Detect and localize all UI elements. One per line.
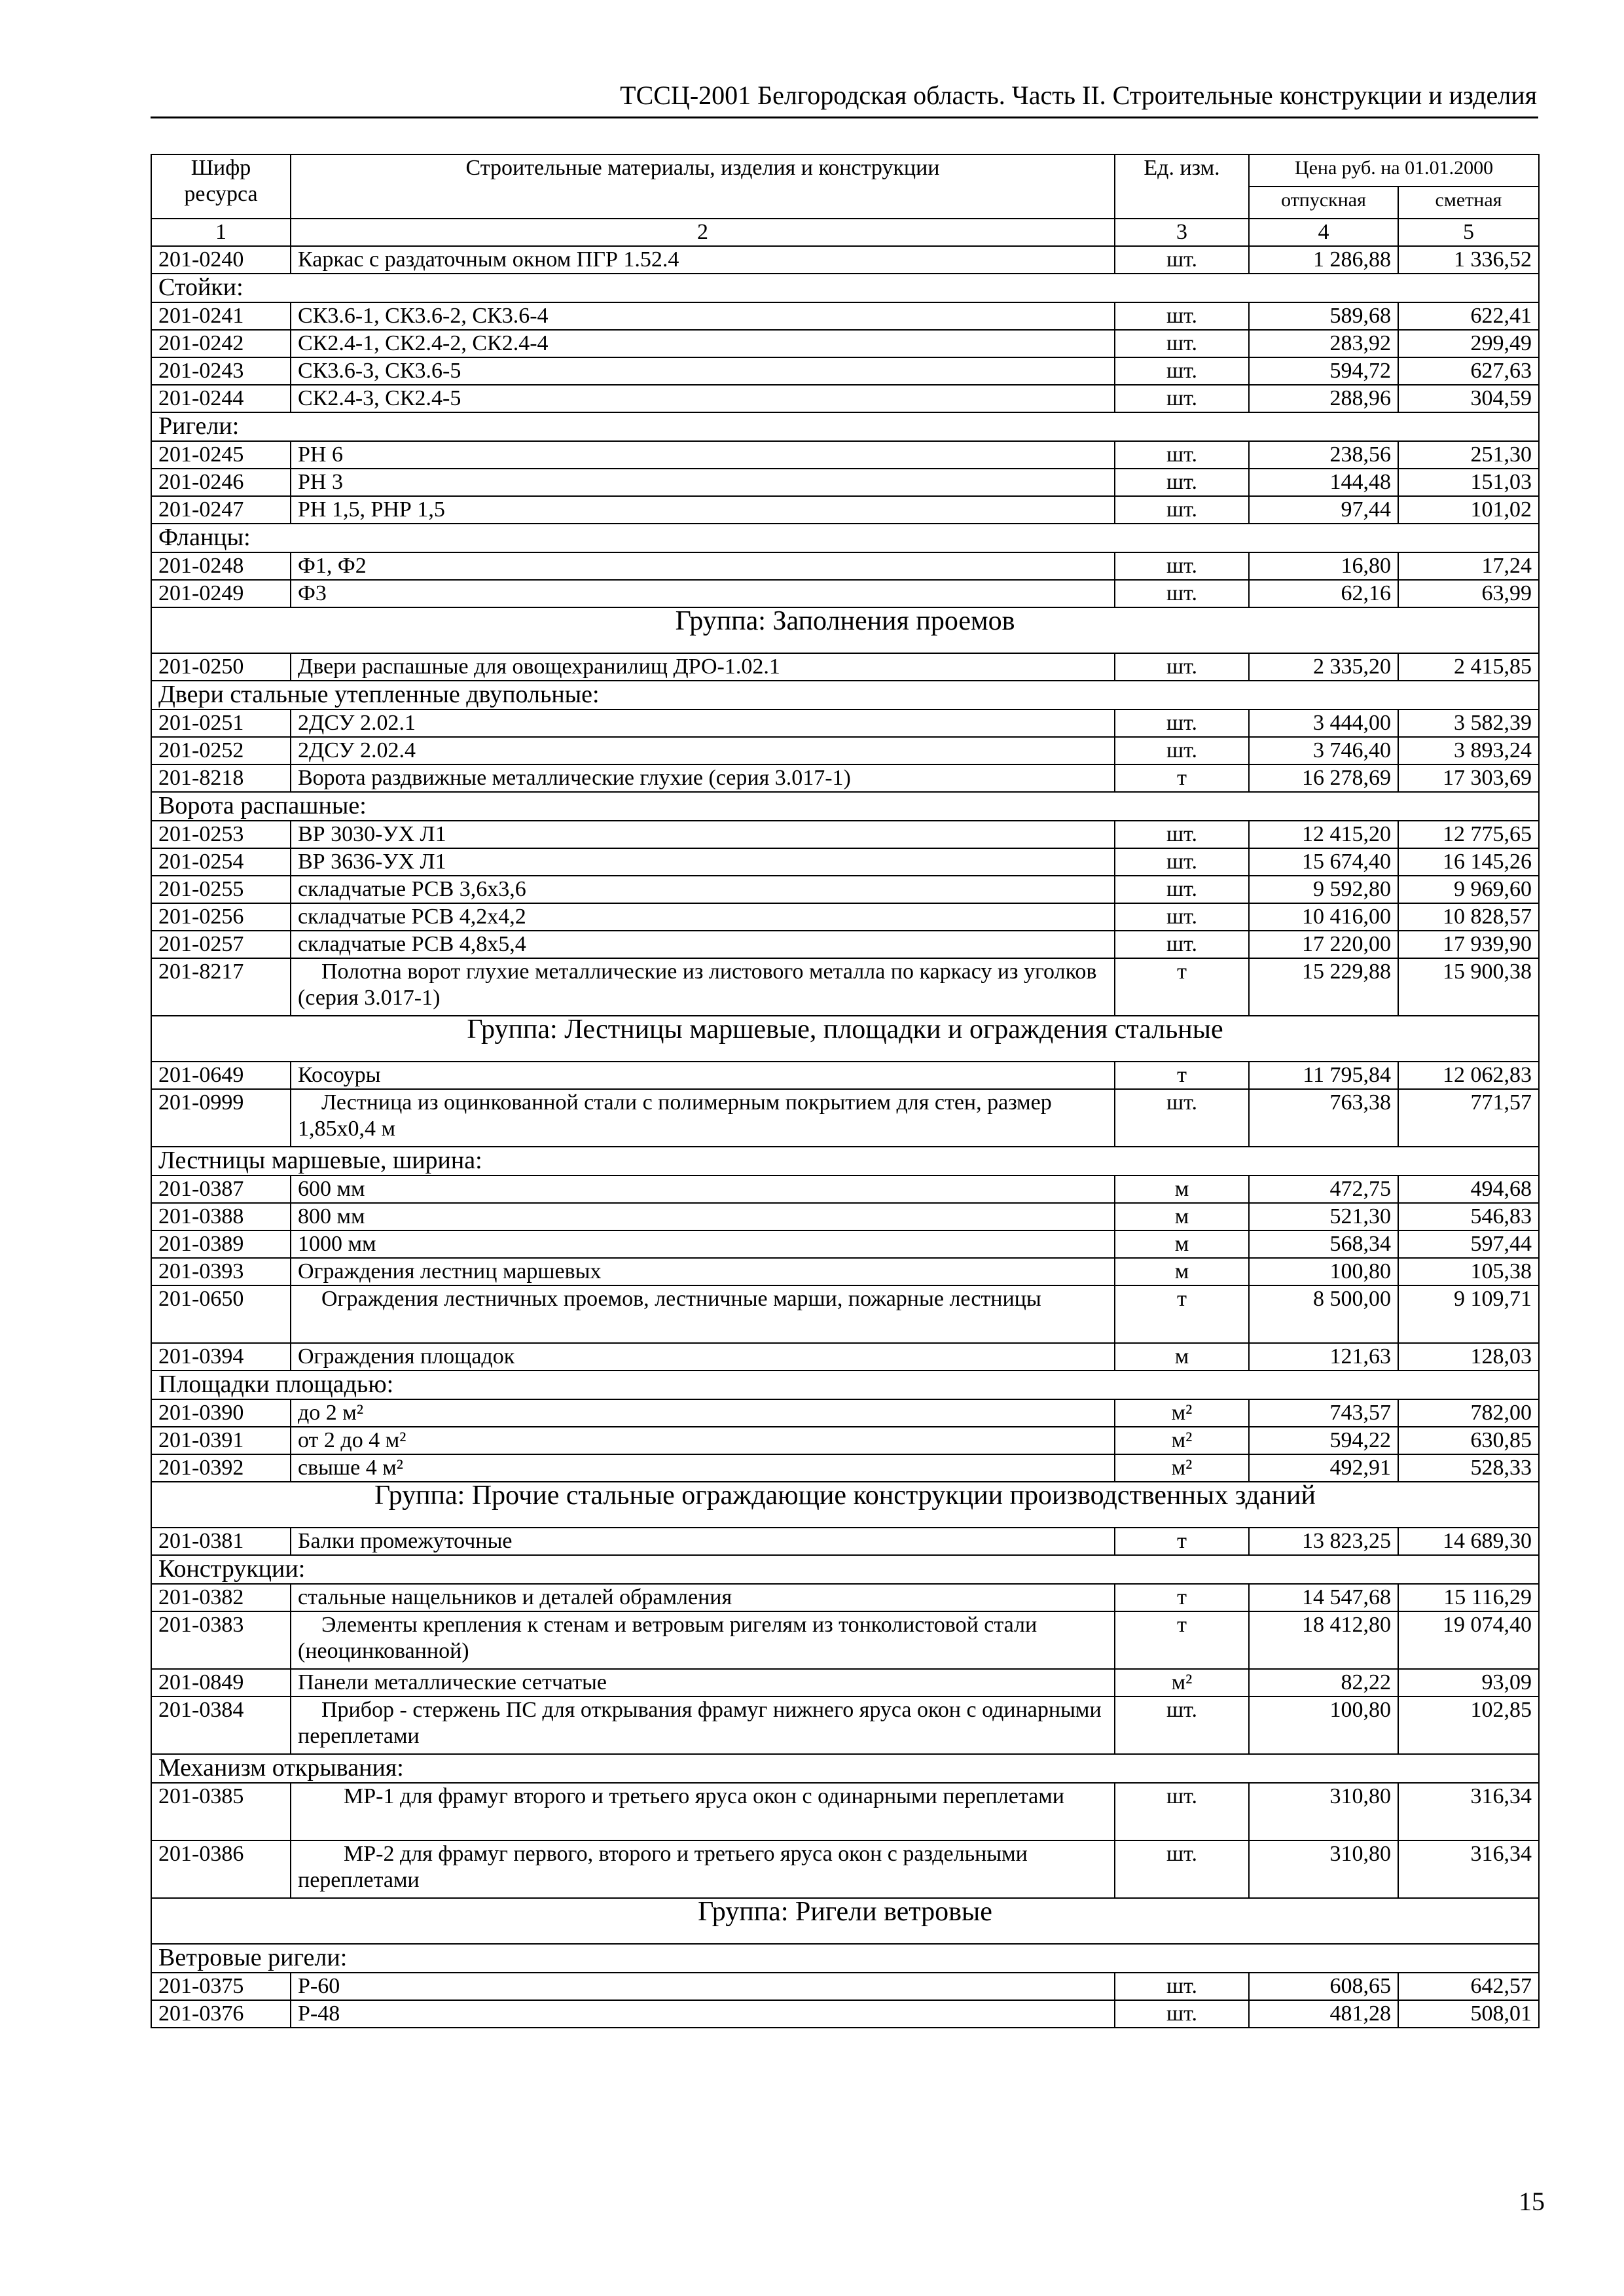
estimate-price: 2 415,85 <box>1398 653 1539 681</box>
material-name: СК3.6-3, СК3.6-5 <box>291 357 1115 385</box>
material-name: стальные нащельников и деталей обрамления <box>291 1584 1115 1611</box>
material-name: СК2.4-3, СК2.4-5 <box>291 385 1115 412</box>
material-name: складчатые РСВ 3,6х3,6 <box>291 876 1115 903</box>
material-name: Р-48 <box>291 2000 1115 2028</box>
material-name: Каркас с раздаточным окном ПГР 1.52.4 <box>291 246 1115 274</box>
material-name: от 2 до 4 м² <box>291 1427 1115 1454</box>
unit-of-measure: т <box>1115 764 1249 792</box>
estimate-price: 17,24 <box>1398 552 1539 580</box>
release-price: 11 795,84 <box>1249 1062 1398 1089</box>
release-price: 589,68 <box>1249 302 1398 330</box>
table-row <box>151 1203 1539 1230</box>
estimate-price: 63,99 <box>1398 580 1539 607</box>
release-price: 492,91 <box>1249 1454 1398 1482</box>
estimate-price: 151,03 <box>1398 469 1539 496</box>
unit-of-measure: т <box>1115 1611 1249 1669</box>
subheading-row <box>151 412 1539 441</box>
unit-of-measure: м² <box>1115 1454 1249 1482</box>
table-row <box>151 1696 1539 1754</box>
resource-code: 201-0390 <box>151 1399 291 1427</box>
resource-code: 201-0247 <box>151 496 291 524</box>
group-heading: Группа: Заполнения проемов <box>151 607 1539 653</box>
column-number: 4 <box>1249 219 1398 246</box>
release-price: 16,80 <box>1249 552 1398 580</box>
estimate-price: 299,49 <box>1398 330 1539 357</box>
estimate-price: 1 336,52 <box>1398 246 1539 274</box>
subheading: Двери стальные утепленные двупольные: <box>151 681 1539 709</box>
material-name: РН 3 <box>291 469 1115 496</box>
resource-code: 201-0382 <box>151 1584 291 1611</box>
resource-code: 201-0376 <box>151 2000 291 2028</box>
estimate-price: 102,85 <box>1398 1696 1539 1754</box>
estimate-price: 316,34 <box>1398 1840 1539 1898</box>
estimate-price: 9 969,60 <box>1398 876 1539 903</box>
resource-code: 201-0255 <box>151 876 291 903</box>
estimate-price: 3 582,39 <box>1398 709 1539 737</box>
release-price: 12 415,20 <box>1249 821 1398 848</box>
subheading-row <box>151 1147 1539 1175</box>
material-name: Ф3 <box>291 580 1115 607</box>
unit-of-measure: шт. <box>1115 848 1249 876</box>
release-price: 13 823,25 <box>1249 1528 1398 1555</box>
material-name: ВР 3030-УХ Л1 <box>291 821 1115 848</box>
table-row <box>151 709 1539 737</box>
material-name: СК3.6-1, СК3.6-2, СК3.6-4 <box>291 302 1115 330</box>
material-name: Ограждения лестниц маршевых <box>291 1258 1115 1285</box>
resource-code: 201-0250 <box>151 653 291 681</box>
unit-of-measure: шт. <box>1115 302 1249 330</box>
release-price: 310,80 <box>1249 1840 1398 1898</box>
col-header-name: Строительные материалы, изделия и конструкции <box>291 154 1115 219</box>
unit-of-measure: шт. <box>1115 385 1249 412</box>
unit-of-measure: шт. <box>1115 580 1249 607</box>
table-row <box>151 246 1539 274</box>
subheading-row <box>151 681 1539 709</box>
resource-code: 201-0385 <box>151 1783 291 1840</box>
estimate-price: 128,03 <box>1398 1343 1539 1371</box>
material-name: Ограждения площадок <box>291 1343 1115 1371</box>
table-row <box>151 1528 1539 1555</box>
resource-code: 201-0244 <box>151 385 291 412</box>
unit-of-measure: шт. <box>1115 469 1249 496</box>
resource-code: 201-0256 <box>151 903 291 931</box>
release-price: 144,48 <box>1249 469 1398 496</box>
release-price: 743,57 <box>1249 1399 1398 1427</box>
table-row <box>151 1285 1539 1343</box>
table-row <box>151 2000 1539 2028</box>
release-price: 97,44 <box>1249 496 1398 524</box>
estimate-price: 10 828,57 <box>1398 903 1539 931</box>
estimate-price: 494,68 <box>1398 1175 1539 1203</box>
resource-code: 201-0650 <box>151 1285 291 1343</box>
estimate-price: 16 145,26 <box>1398 848 1539 876</box>
release-price: 608,65 <box>1249 1973 1398 2000</box>
resource-code: 201-0243 <box>151 357 291 385</box>
price-table <box>151 154 1540 2028</box>
estimate-price: 304,59 <box>1398 385 1539 412</box>
material-name: Прибор - стержень ПС для открывания фрамуг нижнего яруса окон с одинарными переплетами <box>291 1696 1115 1754</box>
resource-code: 201-0386 <box>151 1840 291 1898</box>
unit-of-measure: шт. <box>1115 1973 1249 2000</box>
estimate-price: 508,01 <box>1398 2000 1539 2028</box>
estimate-price: 17 939,90 <box>1398 931 1539 958</box>
subheading: Лестницы маршевые, ширина: <box>151 1147 1539 1175</box>
release-price: 100,80 <box>1249 1696 1398 1754</box>
subheading: Ригели: <box>151 412 1539 441</box>
material-name: Косоуры <box>291 1062 1115 1089</box>
unit-of-measure: шт. <box>1115 653 1249 681</box>
resource-code: 201-0246 <box>151 469 291 496</box>
table-row <box>151 737 1539 764</box>
table-row <box>151 1840 1539 1898</box>
table-row <box>151 357 1539 385</box>
unit-of-measure: шт. <box>1115 737 1249 764</box>
material-name: Р-60 <box>291 1973 1115 2000</box>
release-price: 121,63 <box>1249 1343 1398 1371</box>
release-price: 594,72 <box>1249 357 1398 385</box>
release-price: 17 220,00 <box>1249 931 1398 958</box>
table-row <box>151 330 1539 357</box>
material-name: свыше 4 м² <box>291 1454 1115 1482</box>
estimate-price: 105,38 <box>1398 1258 1539 1285</box>
unit-of-measure: т <box>1115 1062 1249 1089</box>
unit-of-measure: шт. <box>1115 821 1249 848</box>
release-price: 288,96 <box>1249 385 1398 412</box>
column-number: 2 <box>291 219 1115 246</box>
group-heading-row <box>151 1016 1539 1062</box>
table-row <box>151 385 1539 412</box>
release-price: 100,80 <box>1249 1258 1398 1285</box>
table-row <box>151 1175 1539 1203</box>
table-row <box>151 1669 1539 1696</box>
resource-code: 201-0245 <box>151 441 291 469</box>
table-row <box>151 1427 1539 1454</box>
resource-code: 201-0388 <box>151 1203 291 1230</box>
resource-code: 201-0999 <box>151 1089 291 1147</box>
table-row <box>151 821 1539 848</box>
release-price: 238,56 <box>1249 441 1398 469</box>
release-price: 82,22 <box>1249 1669 1398 1696</box>
running-header: ТССЦ-2001 Белгородская область. Часть II. Строительные конструкции и изделия <box>620 81 1537 110</box>
resource-code: 201-0849 <box>151 1669 291 1696</box>
resource-code: 201-0391 <box>151 1427 291 1454</box>
unit-of-measure: шт. <box>1115 1840 1249 1898</box>
unit-of-measure: шт. <box>1115 330 1249 357</box>
unit-of-measure: т <box>1115 1528 1249 1555</box>
resource-code: 201-8218 <box>151 764 291 792</box>
release-price: 14 547,68 <box>1249 1584 1398 1611</box>
estimate-price: 251,30 <box>1398 441 1539 469</box>
resource-code: 201-0387 <box>151 1175 291 1203</box>
column-number: 3 <box>1115 219 1249 246</box>
table-row <box>151 469 1539 496</box>
release-price: 9 592,80 <box>1249 876 1398 903</box>
table-row <box>151 1611 1539 1669</box>
resource-code: 201-0248 <box>151 552 291 580</box>
unit-of-measure: м <box>1115 1343 1249 1371</box>
resource-code: 201-0392 <box>151 1454 291 1482</box>
resource-code: 201-0240 <box>151 246 291 274</box>
material-name: Полотна ворот глухие металлические из листового металла по каркасу из уголков (серия 3.017-1) <box>291 958 1115 1016</box>
unit-of-measure: м² <box>1115 1669 1249 1696</box>
page-number: 15 <box>1519 2187 1545 2216</box>
resource-code: 201-0257 <box>151 931 291 958</box>
resource-code: 201-8217 <box>151 958 291 1016</box>
material-name: Ф1, Ф2 <box>291 552 1115 580</box>
material-name: складчатые РСВ 4,8х5,4 <box>291 931 1115 958</box>
unit-of-measure: м² <box>1115 1427 1249 1454</box>
group-heading: Группа: Прочие стальные ограждающие конструкции производственных зданий <box>151 1482 1539 1528</box>
release-price: 1 286,88 <box>1249 246 1398 274</box>
subheading: Фланцы: <box>151 524 1539 552</box>
subheading-row <box>151 524 1539 552</box>
table-row <box>151 1258 1539 1285</box>
unit-of-measure: шт. <box>1115 1696 1249 1754</box>
subheading: Ветровые ригели: <box>151 1944 1539 1973</box>
estimate-price: 771,57 <box>1398 1089 1539 1147</box>
resource-code: 201-0242 <box>151 330 291 357</box>
resource-code: 201-0384 <box>151 1696 291 1754</box>
unit-of-measure: шт. <box>1115 876 1249 903</box>
table-row <box>151 1783 1539 1840</box>
group-heading-row <box>151 607 1539 653</box>
table-row <box>151 1973 1539 2000</box>
estimate-price: 9 109,71 <box>1398 1285 1539 1343</box>
column-number-row <box>151 219 1539 246</box>
table-row <box>151 441 1539 469</box>
release-price: 8 500,00 <box>1249 1285 1398 1343</box>
table-row <box>151 931 1539 958</box>
material-name: Ворота раздвижные металлические глухие (серия 3.017-1) <box>291 764 1115 792</box>
material-name: Элементы крепления к стенам и ветровым ригелям из тонколистовой стали (неоцинкованной) <box>291 1611 1115 1669</box>
unit-of-measure: шт. <box>1115 903 1249 931</box>
unit-of-measure: шт. <box>1115 1089 1249 1147</box>
material-name: Лестница из оцинкованной стали с полимерным покрытием для стен, размер 1,85х0,4 м <box>291 1089 1115 1147</box>
resource-code: 201-0394 <box>151 1343 291 1371</box>
material-name: МР-2 для фрамуг первого, второго и третьего яруса окон с раздельными переплетами <box>291 1840 1115 1898</box>
resource-code: 201-0375 <box>151 1973 291 2000</box>
unit-of-measure: шт. <box>1115 709 1249 737</box>
col-header-release: отпускная <box>1249 187 1398 219</box>
estimate-price: 12 062,83 <box>1398 1062 1539 1089</box>
release-price: 568,34 <box>1249 1230 1398 1258</box>
release-price: 763,38 <box>1249 1089 1398 1147</box>
release-price: 472,75 <box>1249 1175 1398 1203</box>
group-heading-row <box>151 1482 1539 1528</box>
unit-of-measure: т <box>1115 1285 1249 1343</box>
estimate-price: 782,00 <box>1398 1399 1539 1427</box>
material-name: РН 1,5, РНР 1,5 <box>291 496 1115 524</box>
material-name: до 2 м² <box>291 1399 1115 1427</box>
header-rule <box>151 117 1538 118</box>
unit-of-measure: м <box>1115 1203 1249 1230</box>
table-row <box>151 1230 1539 1258</box>
resource-code: 201-0253 <box>151 821 291 848</box>
estimate-price: 14 689,30 <box>1398 1528 1539 1555</box>
release-price: 481,28 <box>1249 2000 1398 2028</box>
release-price: 10 416,00 <box>1249 903 1398 931</box>
subheading: Площадки площадью: <box>151 1371 1539 1399</box>
price-table-body <box>151 246 1539 2028</box>
table-row <box>151 1454 1539 1482</box>
material-name: Балки промежуточные <box>291 1528 1115 1555</box>
subheading-row <box>151 792 1539 821</box>
table-row <box>151 580 1539 607</box>
table-row <box>151 1399 1539 1427</box>
release-price: 15 229,88 <box>1249 958 1398 1016</box>
unit-of-measure: т <box>1115 1584 1249 1611</box>
subheading: Конструкции: <box>151 1555 1539 1584</box>
estimate-price: 101,02 <box>1398 496 1539 524</box>
group-heading: Группа: Лестницы маршевые, площадки и ограждения стальные <box>151 1016 1539 1062</box>
material-name: 1000 мм <box>291 1230 1115 1258</box>
table-row <box>151 1343 1539 1371</box>
subheading: Стойки: <box>151 274 1539 302</box>
table-row <box>151 958 1539 1016</box>
resource-code: 201-0393 <box>151 1258 291 1285</box>
estimate-price: 12 775,65 <box>1398 821 1539 848</box>
table-row <box>151 302 1539 330</box>
material-name: ВР 3636-УХ Л1 <box>291 848 1115 876</box>
table-row <box>151 496 1539 524</box>
material-name: 800 мм <box>291 1203 1115 1230</box>
release-price: 16 278,69 <box>1249 764 1398 792</box>
estimate-price: 597,44 <box>1398 1230 1539 1258</box>
unit-of-measure: м <box>1115 1175 1249 1203</box>
material-name: складчатые РСВ 4,2х4,2 <box>291 903 1115 931</box>
estimate-price: 622,41 <box>1398 302 1539 330</box>
column-number: 5 <box>1398 219 1539 246</box>
unit-of-measure: шт. <box>1115 2000 1249 2028</box>
table-row <box>151 876 1539 903</box>
table-row <box>151 1062 1539 1089</box>
col-header-estimate: сметная <box>1398 187 1539 219</box>
release-price: 18 412,80 <box>1249 1611 1398 1669</box>
material-name: РН 6 <box>291 441 1115 469</box>
release-price: 594,22 <box>1249 1427 1398 1454</box>
subheading-row <box>151 1944 1539 1973</box>
estimate-price: 630,85 <box>1398 1427 1539 1454</box>
column-number: 1 <box>151 219 291 246</box>
estimate-price: 15 900,38 <box>1398 958 1539 1016</box>
release-price: 3 746,40 <box>1249 737 1398 764</box>
estimate-price: 3 893,24 <box>1398 737 1539 764</box>
estimate-price: 316,34 <box>1398 1783 1539 1840</box>
release-price: 3 444,00 <box>1249 709 1398 737</box>
estimate-price: 546,83 <box>1398 1203 1539 1230</box>
estimate-price: 15 116,29 <box>1398 1584 1539 1611</box>
subheading-row <box>151 1555 1539 1584</box>
release-price: 283,92 <box>1249 330 1398 357</box>
resource-code: 201-0252 <box>151 737 291 764</box>
col-header-price: Цена руб. на 01.01.2000 <box>1249 154 1539 187</box>
material-name: МР-1 для фрамуг второго и третьего яруса окон с одинарными переплетами <box>291 1783 1115 1840</box>
group-heading-row <box>151 1898 1539 1944</box>
unit-of-measure: шт. <box>1115 552 1249 580</box>
material-name: Двери распашные для овощехранилищ ДРО-1.02.1 <box>291 653 1115 681</box>
table-row <box>151 903 1539 931</box>
release-price: 2 335,20 <box>1249 653 1398 681</box>
estimate-price: 528,33 <box>1398 1454 1539 1482</box>
resource-code: 201-0383 <box>151 1611 291 1669</box>
unit-of-measure: шт. <box>1115 357 1249 385</box>
resource-code: 201-0251 <box>151 709 291 737</box>
resource-code: 201-0241 <box>151 302 291 330</box>
unit-of-measure: шт. <box>1115 246 1249 274</box>
unit-of-measure: м <box>1115 1230 1249 1258</box>
material-name: Ограждения лестничных проемов, лестничные марши, пожарные лестницы <box>291 1285 1115 1343</box>
resource-code: 201-0649 <box>151 1062 291 1089</box>
release-price: 62,16 <box>1249 580 1398 607</box>
col-header-unit: Ед. изм. <box>1115 154 1249 219</box>
material-name: СК2.4-1, СК2.4-2, СК2.4-4 <box>291 330 1115 357</box>
estimate-price: 19 074,40 <box>1398 1611 1539 1669</box>
col-header-code: Шифр ресурса <box>151 154 291 219</box>
release-price: 15 674,40 <box>1249 848 1398 876</box>
unit-of-measure: м <box>1115 1258 1249 1285</box>
subheading: Ворота распашные: <box>151 792 1539 821</box>
unit-of-measure: м² <box>1115 1399 1249 1427</box>
unit-of-measure: шт. <box>1115 1783 1249 1840</box>
table-row <box>151 848 1539 876</box>
material-name: 600 мм <box>291 1175 1115 1203</box>
release-price: 310,80 <box>1249 1783 1398 1840</box>
resource-code: 201-0389 <box>151 1230 291 1258</box>
release-price: 521,30 <box>1249 1203 1398 1230</box>
table-row <box>151 552 1539 580</box>
resource-code: 201-0254 <box>151 848 291 876</box>
material-name: Панели металлические сетчатые <box>291 1669 1115 1696</box>
unit-of-measure: шт. <box>1115 931 1249 958</box>
table-row <box>151 1089 1539 1147</box>
estimate-price: 627,63 <box>1398 357 1539 385</box>
resource-code: 201-0249 <box>151 580 291 607</box>
estimate-price: 642,57 <box>1398 1973 1539 2000</box>
group-heading: Группа: Ригели ветровые <box>151 1898 1539 1944</box>
subheading-row <box>151 274 1539 302</box>
unit-of-measure: шт. <box>1115 441 1249 469</box>
material-name: 2ДСУ 2.02.1 <box>291 709 1115 737</box>
table-row <box>151 1584 1539 1611</box>
material-name: 2ДСУ 2.02.4 <box>291 737 1115 764</box>
unit-of-measure: шт. <box>1115 496 1249 524</box>
table-row <box>151 653 1539 681</box>
subheading-row <box>151 1754 1539 1783</box>
subheading: Механизм открывания: <box>151 1754 1539 1783</box>
resource-code: 201-0381 <box>151 1528 291 1555</box>
estimate-price: 17 303,69 <box>1398 764 1539 792</box>
subheading-row <box>151 1371 1539 1399</box>
unit-of-measure: т <box>1115 958 1249 1016</box>
table-row <box>151 764 1539 792</box>
estimate-price: 93,09 <box>1398 1669 1539 1696</box>
